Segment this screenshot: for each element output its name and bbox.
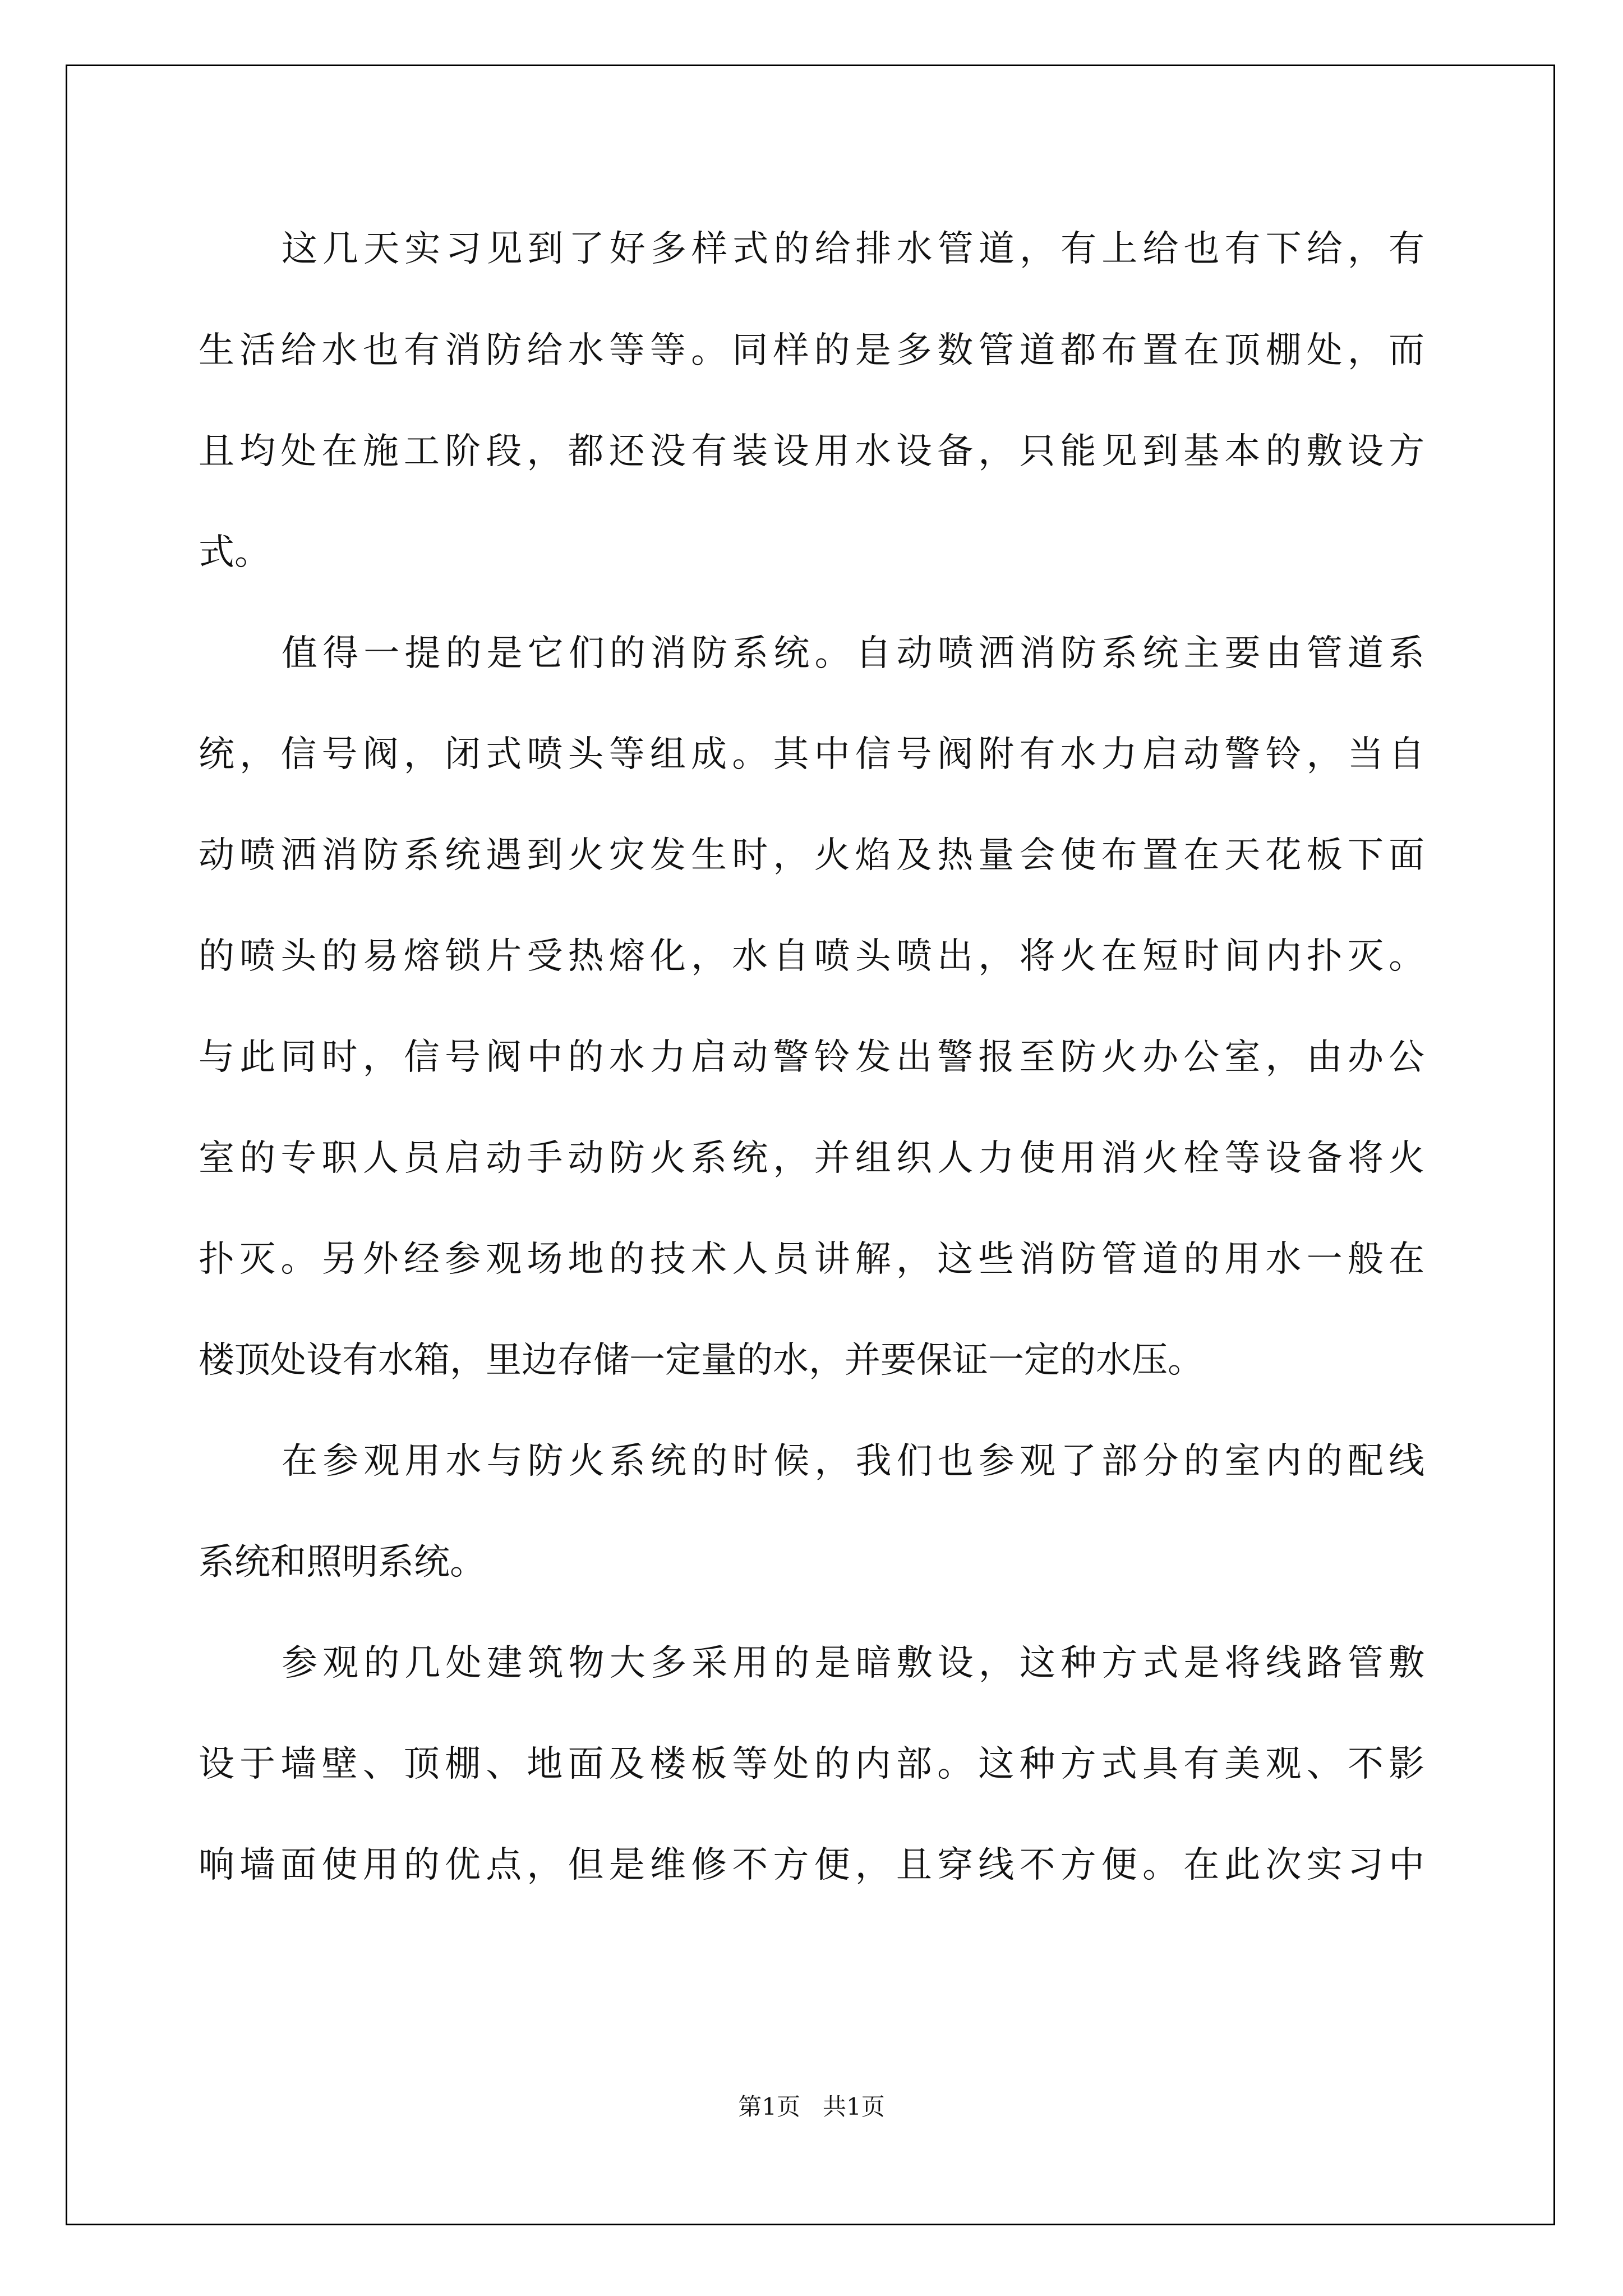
text-line: 的喷头的易熔锁片受热熔化，水自喷头喷出，将火在短时间内扑灭。 (199, 936, 1424, 977)
text-line: 楼顶处设有水箱，里边存储一定量的水，并要保证一定的水压。 (199, 1340, 1204, 1381)
text-line: 系统和照明系统。 (199, 1542, 486, 1583)
text-line: 扑灭。另外经参观场地的技术人员讲解，这些消防管道的用水一般在 (199, 1239, 1424, 1280)
text-line: 在参观用水与防火系统的时候，我们也参观了部分的室内的配线 (282, 1441, 1424, 1482)
text-line: 式。 (199, 532, 270, 573)
text-line: 生活给水也有消防给水等等。同样的是多数管道都布置在顶棚处，而 (199, 330, 1424, 371)
text-line: 值得一提的是它们的消防系统。自动喷洒消防系统主要由管道系 (282, 633, 1424, 674)
text-line: 统，信号阀，闭式喷头等组成。其中信号阀附有水力启动警铃，当自 (199, 734, 1424, 775)
text-line: 且均处在施工阶段，都还没有装设用水设备，只能见到基本的敷设方 (199, 431, 1424, 472)
text-line: 响墙面使用的优点，但是维修不方便，且穿线不方便。在此次实习中 (199, 1844, 1424, 1886)
text-line: 这几天实习见到了好多样式的给排水管道，有上给也有下给，有 (282, 228, 1424, 270)
text-line: 设于墙壁、顶棚、地面及楼板等处的内部。这种方式具有美观、不影 (199, 1743, 1424, 1785)
text-line: 参观的几处建筑物大多采用的是暗敷设，这种方式是将线路管敷 (282, 1642, 1424, 1684)
text-line: 动喷洒消防系统遇到火灾发生时，火焰及热量会使布置在天花板下面 (199, 835, 1424, 876)
text-line: 与此同时，信号阀中的水力启动警铃发出警报至防火办公室，由办公 (199, 1037, 1424, 1078)
page-number-footer: 第1页 共1页 (738, 2093, 885, 2120)
text-line: 室的专职人员启动手动防火系统，并组织人力使用消火栓等设备将火 (199, 1138, 1424, 1179)
